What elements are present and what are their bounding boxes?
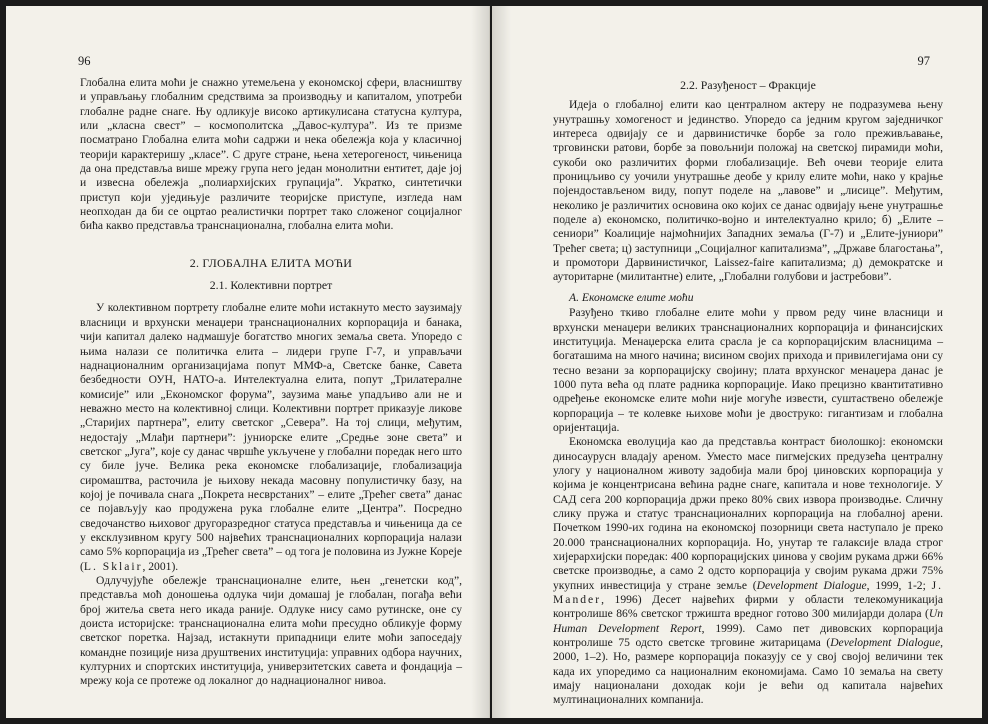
text-run: , 1999). Само пет дивовских корпорација контролише 75 одсто светске трговине житарицама ( [553,621,943,650]
text-run: , 2000, 1–2). Но, размере корпорација показују се у свој својој величини тек када их упоредимо са националним економијама. Само 10 земаља на свету имају националани доходак који је већи од капитала највећих мултинационалних компанија. [553,636,944,707]
paragraph: Глобална елита моћи је снажно утемељена у економској сфери, власништву и управљању глобалним средствима за производњу и капиталом, употреби глобалне радне снаге. Њу одликује високо артикулисана статусна култура, или „класна свест” – космополитска „Давос-култура”. Из те призме посматрано Глобална елита моћи садржи и нека обележја која у класичној теорији карактеришу „класе”. С друге стране, њена хетерогеност, чињеница да она представља више мрежу група него један монолитни ентитет, даје јој и извесна обележја „полиархијских групација”. Укратко, синтетички приступ који уједињује различите теоријске приступе, изгледа нам неопходан да би се оцртао реалистички портрет тако сложеног социјалног бића какво представља транснационална, глобална елита моћи. [80,76,462,233]
paragraph: Идеја о глобалној елити као централном актеру не подразумева њену унутрашњу хомогеност и јединство. Упоредо са једним кругом заједничког интереса одвијају се и дарвинистичке борбе за голо преживљавање, трговински ратови, борбе за повољнији положај на светској пирамиди моћи, сукоби око различитих форми глобализације. Већ очеви теорије елита проницљиво су уочили унутрашње деобе у крилу елите моћи, нако у крајње појендостављеном виду, попут поделе на „лавове” и „лисице”. Међутим, неколико је различитих основина око којих се данас одвијају њене унутрашње поделе а) економско, политичко-војно и интелектуално крило; б) „Елите – сениори” Коалиције најмоћнијих Западних земаља (Г-7) и „Елите-јуниори” Трећег света; ц) заступници „Социјалног капитализма”, „Државе благостања”, и промотори Дарвинистичког, Laissez-faire капитализма; д) демократске и ауторитарне (милитантне) елите, „Глобални голубови и јастребови”. [553,98,943,284]
citation: Development Dialogue [756,578,867,592]
citation: Development Dialogue [830,636,941,650]
subsection-heading: А. Економске елите моћи [569,290,694,304]
section-heading: 2.1. Колективни портрет [209,278,333,293]
text-run: , 1996) Десет највећих фирми у области телекомуникација контролише 86% светског тржишта вредног готово 300 милијарди долара ( [553,593,943,621]
text-run: У колективном портрету глобалне елите моћи истакнуто место заузимају власници и врхунски менаџери транснационалних корпорација и банака, чији капитал далеко надмашује богатство многих земаља света. Упоредо с њима налази се политичка елита – лидери групе Г-7, и управљачи наднационалним организацијама попут ММФ-а, Светске банке, Савета безбедности ОУН, НАТО-а. Интелектуална елита, попут „Трилатералне комисије” или „Економског форума”, заузима мање упадљиво али не и неважно место на колективној слици. Колективни портрет приказује ликове „Старијих партнера”, елиту светског „Севера”. На тој слици, међутим, недостају „Млађи партнери”: јуниорске елите „Средње зоне света” и светског „Југа”, које су данас чвршће укључене у глобални поредак него што су биле јуче. Велика река економске глобализације, глобализација сиромаштва, расточила је њихову некада масовну популистичку базу, на којој је почивала снага „Покрета несврстаних” – елите „Трећег света” данас се појављују као продужена рука глобалне елите „Центра”. Посредно сведочанство њиховог другоразредног статуса представља и чињеница да се у ексклузивном кругу 500 највећих транснационалних корпорација налази само 5% корпорација из „Трећег света” – од тога је половина из Јужне Кореје ( [80,301,462,573]
left-page [6,6,490,718]
paragraph [80,301,462,574]
page-number: 97 [917,54,930,68]
gutter-shadow [471,6,489,718]
author-name: L. Sklair [83,559,143,573]
page-number: 96 [78,54,91,68]
gutter-shadow [493,6,511,718]
text-run: , 1999, 1-2; [866,578,932,592]
chapter-heading: 2. ГЛОБАЛНА ЕЛИТА МОЋИ [189,255,353,270]
citation: Un Human Development Report [553,607,943,635]
paragraph: Одлучујуће обележје транснационалне елите, њен „генетски код”, представља моћ доношења одлука чији домашај је глобалан, погађа већи број житеља света него икада раније. Одлуке нису само рутинске, оне су доиста историјске: транснационална елита моћи пресудно обликује форму светског поретка. Најзад, истакнути припадници елите моћи запоседају командне позиције низа друштвених институција: управних одбора научних, културних и спортских институција, универзитетских савета и фондација – мрежу која се протеже од локалног до наднационалног нивоа. [80,574,462,688]
author-name: J. Mander [553,578,943,607]
paragraph [553,435,943,708]
text-run: , 2001). [142,559,179,573]
text-run: Економска еволуција као да представља контраст биолошкој: економски диносаурусн владају ареном. Уместо масе пигмејских предузећа централну улогу у националном животу задобија мали број џиновских корпорација у којима је концентрисана већина радне снаге, капитала и нове технологије. У САД сега 200 корпорација држи преко 80% свих извора производње. Сличну слику пружа и статус транснационалних корпорација на глобалној арени. Почетком 1990-их година на економској позорници света наступало је преко 20.000 транснационалних корпорација. Но, унутар те галаксије влада строг хијерархијски поредак: 400 корпорацијских џинова у својим рукама држи 66% светске производње, а само 2 одсто корпорација у својим рукама држи 75% укупних инвестиција у стране земље ( [553,435,943,592]
right-page-body [553,78,943,708]
section-heading: 2.2. Разуђеност – Фракције [680,78,816,92]
left-page-body [80,76,462,689]
paragraph: Разуђено ткиво глобалне елите моћи у првом реду чине власници и врхунски менаџери великих транснационалних корпорација и финансијских институција. Менаџерска елита срасла је са корпорацијским власницима – богаташима на много начина; висином својих прихода и привилегијама они су тесно везани за корпорацијску својину; плата врхунског менаџера данас је 1000 пута већа од плате радника корпорације. Иако прецизно квантитативно одређење економске елите моћи није могуће извести, суштаствено обележје корпорација – те колевке њихове моћи је двоструко: гигантизам и глобална оријентација. [553,306,943,434]
right-page [492,6,982,718]
